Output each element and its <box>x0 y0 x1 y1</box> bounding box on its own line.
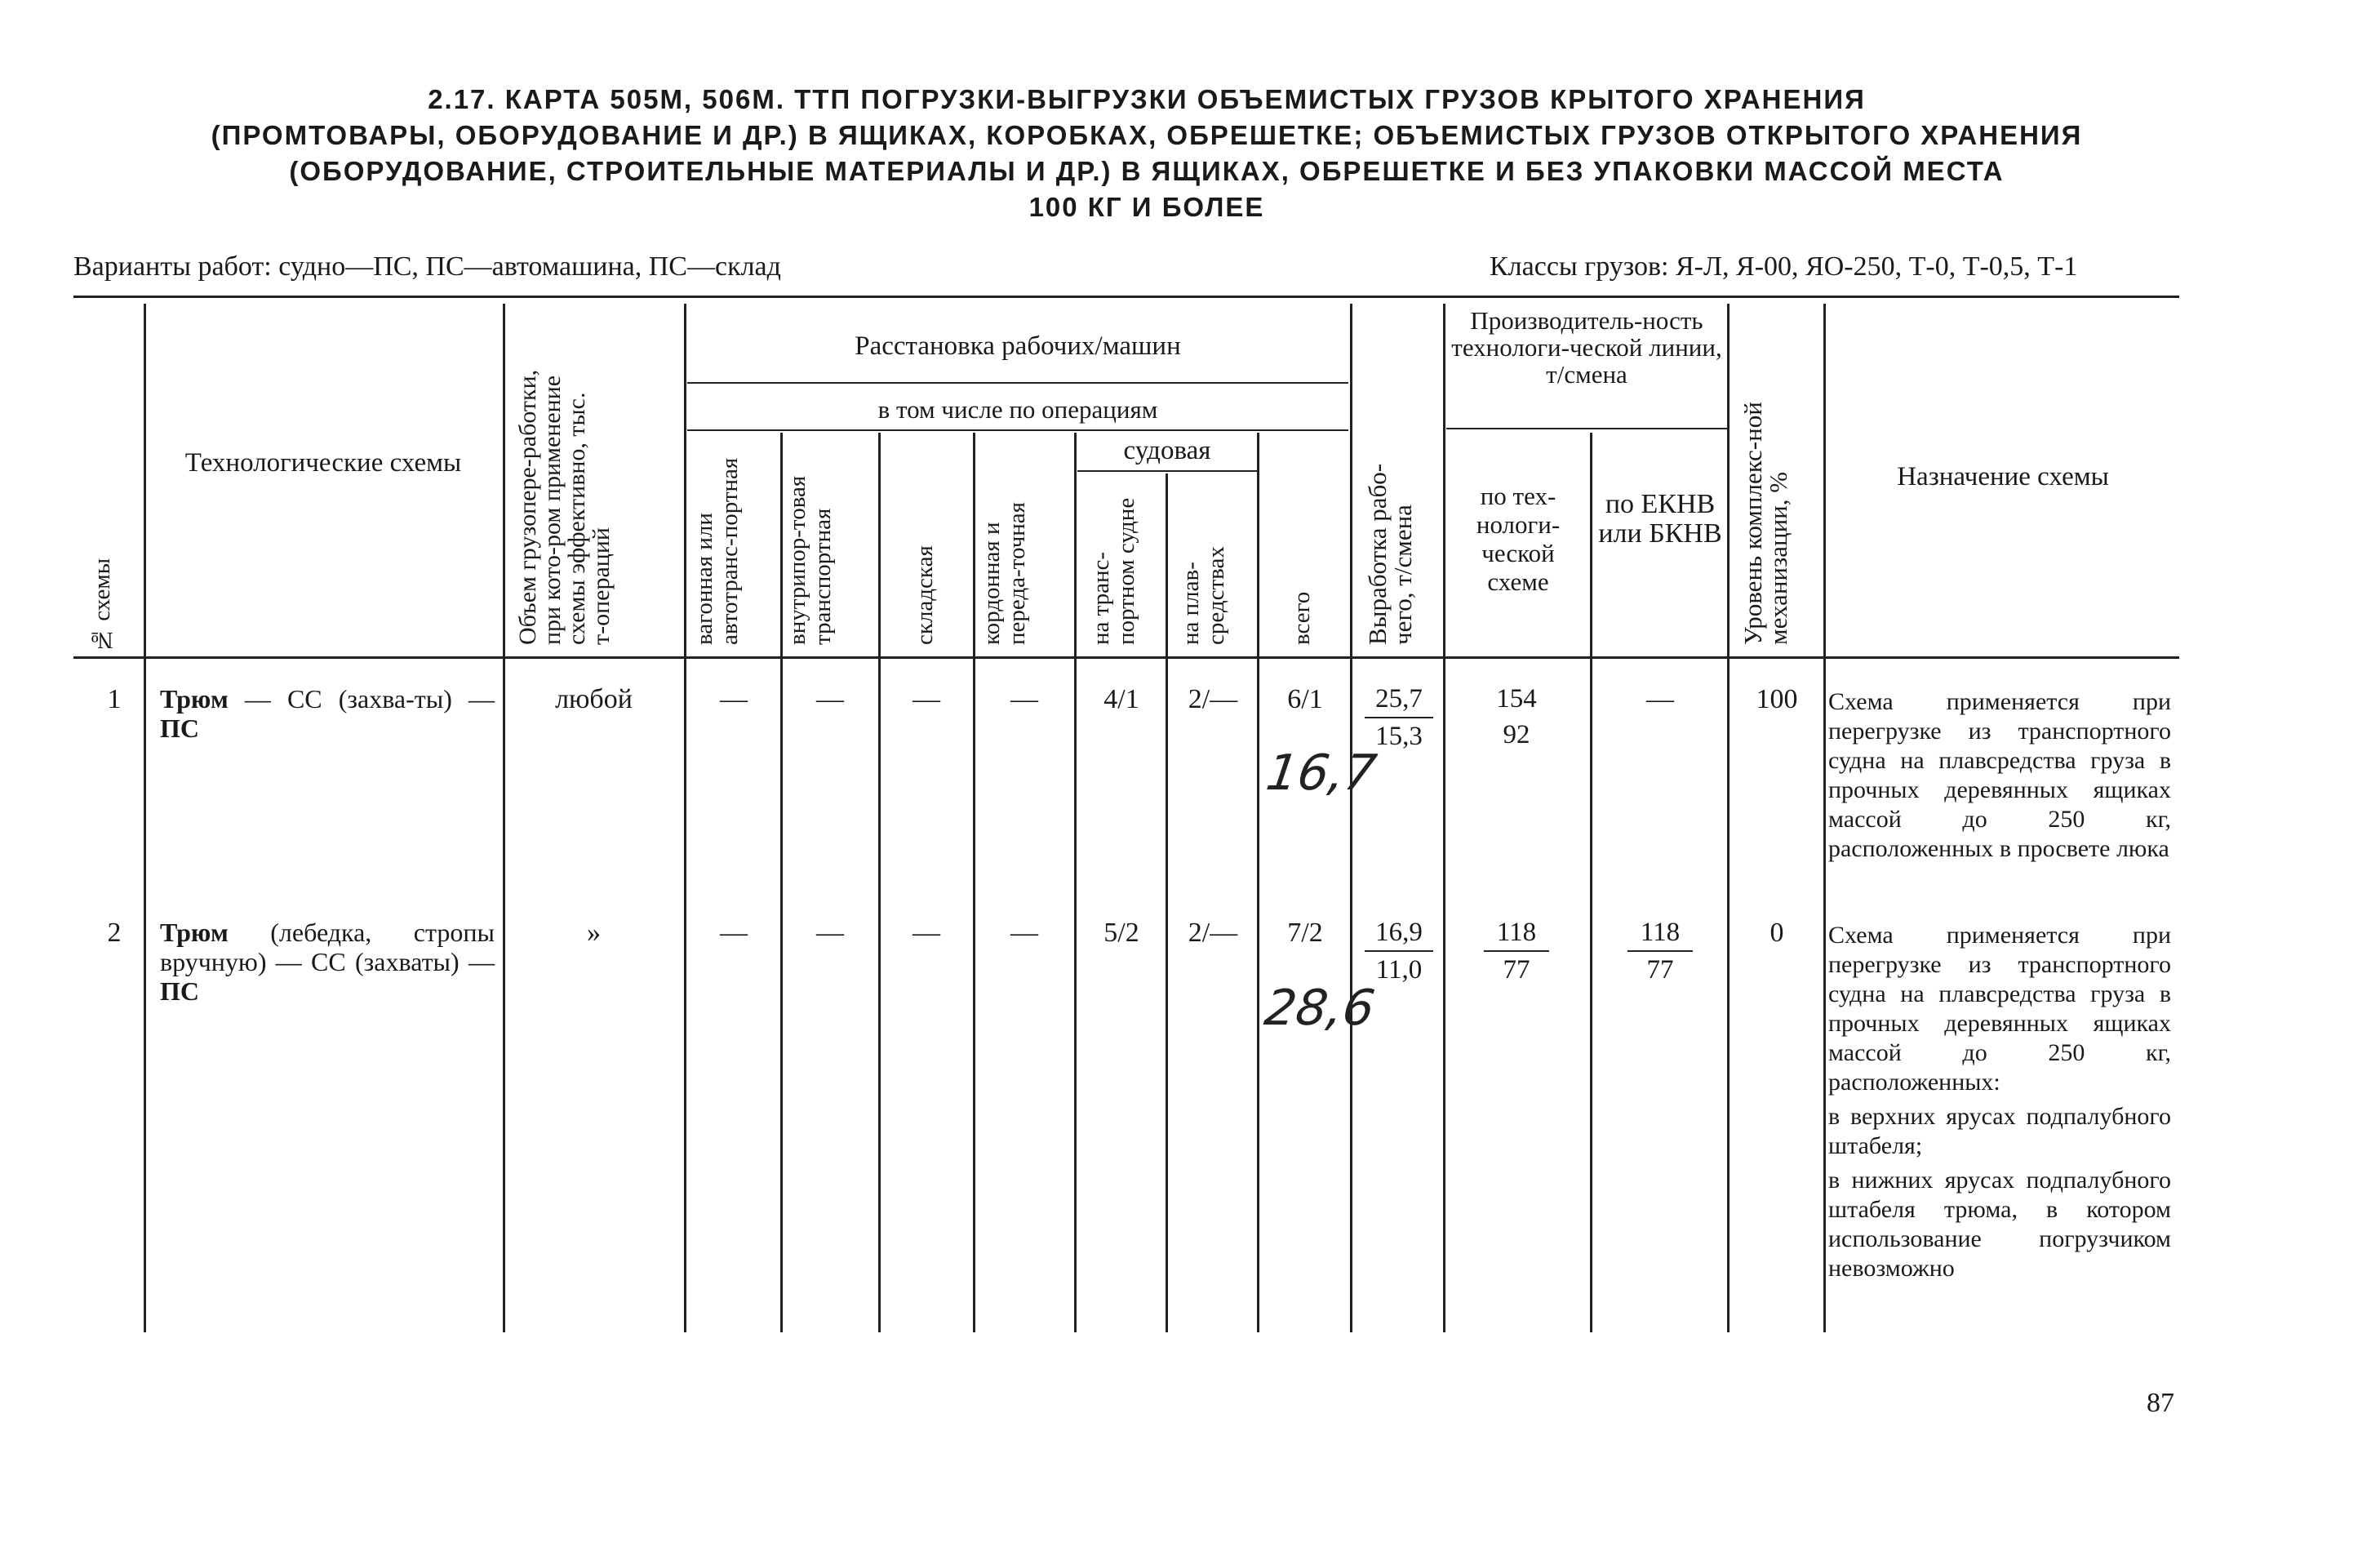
row2-purpose <box>1828 921 2171 1283</box>
row2-ekhv-bottom: 77 <box>1646 955 1674 985</box>
title-line-3: (ОБОРУДОВАНИЕ, СТРОИТЕЛЬНЫЕ МАТЕРИАЛЫ И ДР.) В ЯЩИКАХ, ОБРЕШЕТКЕ И БЕЗ УПАКОВКИ МАССОЙ МЕСТА <box>289 156 2005 186</box>
header-subline <box>687 429 1348 431</box>
row1-output-top: 25,7 <box>1365 681 1433 718</box>
row2-tech <box>1484 914 1549 988</box>
row1-ekhv: — <box>1646 684 1674 714</box>
row1-tech-bottom: 92 <box>1503 720 1530 749</box>
header-subline <box>1446 428 1727 429</box>
header-op-wagon: вагонная или автотранс-портная <box>691 457 743 645</box>
row2-scheme-mid: (лебедка, стропы вручную) — СС (захваты) — <box>160 918 495 976</box>
row2-op-warehouse: — <box>912 918 940 948</box>
row1-purpose: Схема применяется при перегрузке из транспортного судна на плавсредства груза в прочных деревянных ящиках массой до 250 кг, расположенных в просвете люка <box>1828 688 2171 862</box>
row2-scheme <box>160 918 495 1006</box>
row2-ekhv <box>1627 914 1693 988</box>
row2-output <box>1365 914 1433 988</box>
row2-tech-bottom: 77 <box>1503 955 1530 985</box>
col-divider <box>1590 433 1592 1332</box>
row2-volume: » <box>587 918 601 948</box>
row2-ekhv-top: 118 <box>1627 914 1693 952</box>
row1-scheme-end: ПС <box>160 714 199 743</box>
header-volume: Объем грузопере-работки, при кото-ром применение схемы эффективно, тыс. т-операций <box>514 369 615 645</box>
header-op-internal: внутрипор-товая транспортная <box>784 475 836 645</box>
row1-scheme-start: Трюм <box>160 684 229 714</box>
row1-mechanization: 100 <box>1756 684 1798 714</box>
row2-handwritten-note: 28,6 <box>1261 980 1379 1037</box>
header-op-total: всего <box>1289 591 1315 645</box>
title-line-2: (ПРОМТОВАРЫ, ОБОРУДОВАНИЕ И ДР.) В ЯЩИКАХ, КОРОБКАХ, ОБРЕШЕТКЕ; ОБЪЕМИСТЫХ ГРУЗОВ ОТКРЫТОГО ХРАНЕНИЯ <box>211 120 2083 150</box>
row1-op-ship-float: 2/— <box>1188 684 1238 714</box>
row2-op-kordon: — <box>1010 918 1038 948</box>
row1-output <box>1365 681 1433 754</box>
row2-scheme-start: Трюм <box>160 918 229 947</box>
page-number: 87 <box>2147 1388 2174 1418</box>
row1-output-bottom: 15,3 <box>1375 722 1423 751</box>
row2-purpose-p3: в нижних ярусах подпалубного штабеля трюма, в котором использование погрузчиком невозможно <box>1828 1167 2171 1282</box>
row2-purpose-p2: в верхних ярусах подпалубного штабеля; <box>1828 1103 2171 1159</box>
col-divider <box>1443 304 1445 1332</box>
row2-op-total: 7/2 <box>1287 918 1323 948</box>
col-divider <box>878 433 881 1332</box>
document-title <box>73 82 2220 225</box>
row1-op-ship-transport: 4/1 <box>1103 684 1139 714</box>
header-subline <box>1077 470 1257 472</box>
col-divider <box>1074 433 1077 1332</box>
header-placement: Расстановка рабочих/машин <box>855 331 1181 361</box>
row2-output-top: 16,9 <box>1365 914 1433 952</box>
row1-scheme-mid: — СС (захва-ты) — <box>228 684 495 714</box>
row1-op-wagon: — <box>720 684 748 714</box>
table-top-rule <box>73 296 2179 298</box>
col-divider <box>1257 433 1259 1332</box>
title-line-1: 2.17. КАРТА 505М, 506М. ТТП ПОГРУЗКИ-ВЫГРУЗКИ ОБЪЕМИСТЫХ ГРУЗОВ КРЫТОГО ХРАНЕНИЯ <box>428 84 1866 114</box>
header-incl-ops: в том числе по операциям <box>877 395 1158 424</box>
row2-output-bottom: 11,0 <box>1375 955 1423 985</box>
work-variants: Варианты работ: судно—ПС, ПС—автомашина, ПС—склад <box>73 251 781 282</box>
col-divider <box>1727 304 1729 1332</box>
col-divider <box>973 433 975 1332</box>
row2-tech-top: 118 <box>1484 914 1549 952</box>
row1-op-internal: — <box>816 684 844 714</box>
col-divider <box>780 433 783 1332</box>
cargo-classes: Классы грузов: Я-Л, Я-00, ЯО-250, Т-0, Т-0,5, Т-1 <box>1490 251 2078 282</box>
row2-op-internal: — <box>816 918 844 948</box>
row2-mechanization: 0 <box>1769 918 1784 948</box>
col-divider <box>684 304 686 1332</box>
row2-number: 2 <box>107 918 122 948</box>
row1-op-kordon: — <box>1010 684 1038 714</box>
row1-handwritten-note: 16,7 <box>1263 745 1380 802</box>
title-line-4: 100 КГ И БОЛЕЕ <box>1028 192 1265 222</box>
header-purpose: Назначение схемы <box>1897 462 2109 491</box>
header-op-ship-transport: на транс-портном судне <box>1088 497 1139 645</box>
row1-volume: любой <box>555 684 633 714</box>
header-productivity: Производитель-ность технологи-ческой линии, т/смена <box>1451 306 1722 389</box>
header-op-ship-float: на плав-средствах <box>1178 546 1229 645</box>
row2-op-ship-transport: 5/2 <box>1103 918 1139 948</box>
header-op-warehouse: складская <box>912 545 938 645</box>
row2-op-ship-float: 2/— <box>1188 918 1238 948</box>
header-by-ekhv: по ЕКНВ или БКНВ <box>1598 489 1722 549</box>
row2-purpose-p1: Схема применяется при перегрузке из транспортного судна на плавсредства груза в прочных деревянных ящиках массой до 250 кг, расположенных: <box>1828 922 2171 1096</box>
header-worker-output: Выработка рабо-чего, т/смена <box>1363 463 1417 645</box>
col-divider <box>144 304 146 1332</box>
header-bottom-rule <box>73 656 2179 659</box>
col-divider <box>1823 304 1826 1332</box>
col-divider <box>1350 304 1352 1332</box>
header-scheme-number: № схемы <box>89 558 115 653</box>
row2-op-wagon: — <box>720 918 748 948</box>
row1-number: 1 <box>107 684 122 714</box>
row1-tech-top: 154 <box>1496 684 1537 714</box>
header-op-kordon: кордонная и переда-точная <box>979 501 1030 645</box>
col-divider <box>503 304 505 1332</box>
header-op-ship: судовая <box>1123 436 1211 465</box>
row1-op-warehouse: — <box>912 684 940 714</box>
row2-scheme-end: ПС <box>160 976 199 1006</box>
header-subline <box>687 382 1348 384</box>
header-by-tech-scheme: по тех-нологи-ческой схеме <box>1476 482 1561 596</box>
row1-tech <box>1484 681 1549 753</box>
row1-scheme <box>160 684 495 743</box>
header-mechanization: Уровень комплекс-ной механизации, % <box>1738 402 1792 645</box>
header-tech-schemes: Технологические схемы <box>184 448 462 478</box>
col-divider <box>1166 473 1168 1332</box>
row1-op-total: 6/1 <box>1287 684 1323 714</box>
